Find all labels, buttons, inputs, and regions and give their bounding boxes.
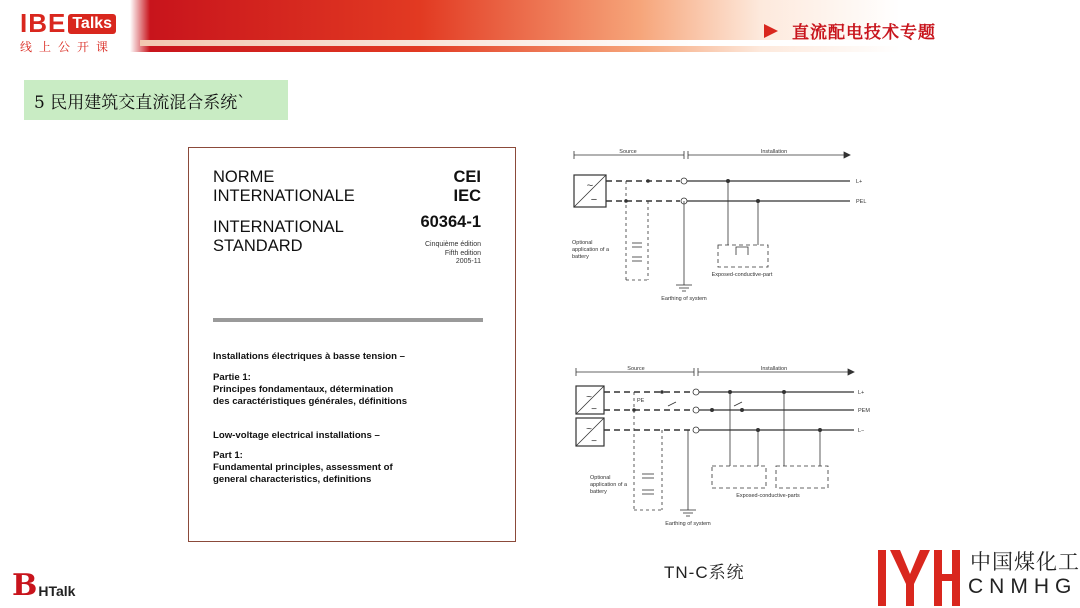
svg-text:−: − — [591, 436, 597, 447]
label-earthing: Earthing of system — [661, 296, 707, 302]
ibe-talks-logo — [20, 10, 116, 55]
section-title: 5 民用建筑交直流混合系统` — [24, 80, 288, 120]
label-exposed-2: Exposed-conductive-parts — [736, 493, 800, 499]
norme-heading — [213, 168, 355, 206]
part-fr — [213, 372, 407, 408]
label-optional-1b: Optional — [590, 475, 611, 481]
label-optional-3: battery — [572, 254, 589, 260]
label-l-plus-2: L+ — [858, 390, 865, 396]
part-en-label: Part 1: — [213, 450, 243, 461]
part-en-line1: Fundamental principles, assessment of — [213, 462, 393, 473]
standard-document-cover — [188, 147, 516, 542]
bhtalk-logo — [12, 568, 76, 603]
standard-number: 60364-1 — [420, 213, 481, 231]
iec-code: IEC — [453, 187, 481, 205]
cnmhg-mark-icon — [872, 544, 964, 606]
logo-subtitle: 线上公开课 — [20, 40, 116, 54]
logo-brand: IBE — [20, 8, 67, 38]
title-en: Low-voltage electrical installations – — [213, 430, 380, 441]
svg-text:−: − — [590, 194, 598, 206]
label-optional-2b: application of a — [590, 482, 627, 488]
cnmhg-watermark — [868, 540, 1080, 608]
standard-heading — [213, 218, 344, 256]
label-optional-3b: battery — [590, 489, 607, 495]
logo-talks: Talks — [68, 14, 116, 34]
cnmhg-english: CNMHG — [968, 575, 1078, 598]
svg-text:~: ~ — [586, 180, 594, 192]
cei-code: CEI — [453, 168, 481, 186]
part-en — [213, 450, 393, 486]
tn-c-diagram-single-source — [560, 145, 870, 315]
svg-text:~: ~ — [586, 392, 592, 403]
label-pel: PEL — [856, 199, 867, 205]
title-fr: Installations électriques à basse tension – — [213, 351, 405, 362]
label-optional-1: Optional — [572, 240, 593, 246]
label-installation: Installation — [760, 149, 788, 155]
label-pe: PE — [637, 398, 645, 404]
label-l-plus: L+ — [856, 179, 863, 185]
bhtalk-b: B — [12, 568, 38, 603]
label-pem: PEM — [858, 408, 870, 414]
label-source: Source — [619, 149, 637, 155]
edition-en: Fifth edition — [444, 249, 481, 257]
bhtalk-text: HTalk — [38, 583, 76, 599]
std-line2: STANDARD — [213, 237, 303, 255]
part-en-line2: general characteristics, definitions — [213, 474, 372, 485]
edition-fr: Cinquième édition — [424, 241, 481, 248]
divider-rule — [213, 318, 483, 322]
label-exposed: Exposed-conductive-part — [711, 272, 773, 278]
diagram-caption: TN-C系统 — [664, 563, 745, 582]
part-fr-label: Partie 1: — [213, 372, 251, 383]
label-source-2: Source — [627, 366, 645, 372]
tn-c-diagram-dual-source — [562, 362, 872, 532]
label-optional-2: application of a — [572, 247, 609, 253]
topic-label — [764, 18, 936, 43]
organization-codes — [453, 168, 481, 206]
norme-line1: NORME — [213, 168, 275, 186]
edition-date: 2005-11 — [455, 258, 481, 265]
cnmhg-chinese: 中国煤化工 — [970, 551, 1080, 574]
play-arrow-icon — [764, 24, 778, 38]
part-fr-line2: des caractéristiques générales, définitions — [213, 396, 408, 407]
svg-text:−: − — [591, 404, 597, 415]
label-installation-2: Installation — [760, 366, 788, 372]
label-earthing-2: Earthing of system — [665, 521, 711, 527]
banner-stripe — [140, 40, 1080, 46]
norme-line2: INTERNATIONALE — [213, 187, 355, 205]
svg-text:~: ~ — [586, 424, 592, 435]
label-l-minus: L− — [858, 428, 865, 434]
std-line1: INTERNATIONAL — [213, 218, 344, 236]
topic-text: 直流配电技术专题 — [792, 23, 936, 42]
edition-info — [425, 241, 481, 267]
part-fr-line1: Principes fondamentaux, détermination — [213, 384, 394, 395]
